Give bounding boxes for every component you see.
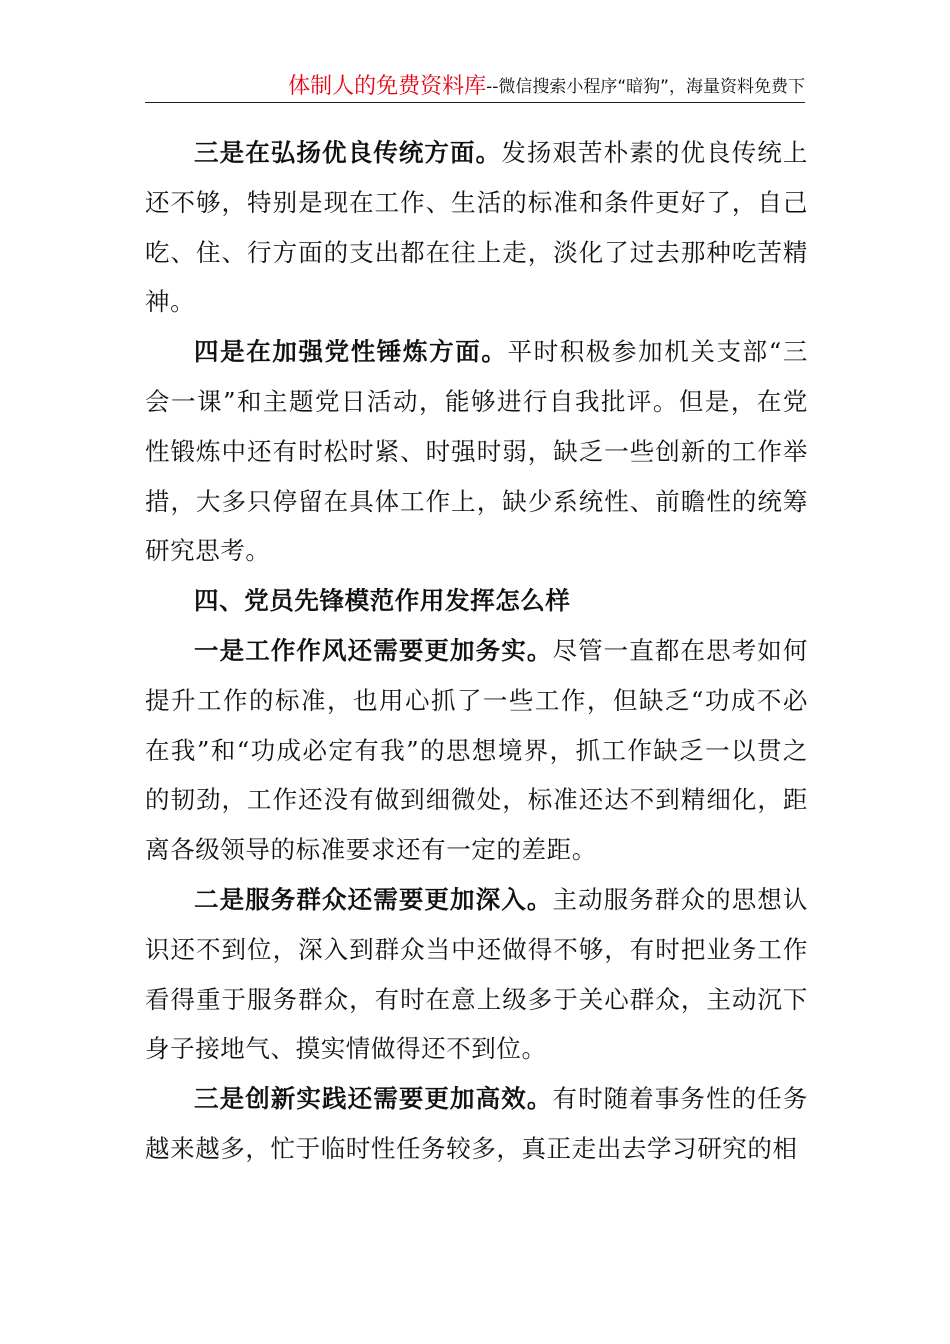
paragraph-lead: 一是工作作风还需要更加务实。 bbox=[194, 635, 553, 665]
header-site-name: 体制人的免费资料库 bbox=[288, 74, 487, 99]
paragraph-party-spirit bbox=[145, 327, 808, 576]
paragraph-lead: 二是服务群众还需要更加深入。 bbox=[194, 884, 553, 914]
paragraph-lead: 四是在加强党性锤炼方面。 bbox=[194, 337, 508, 367]
paragraph-text: 尽管一直都在思考如何提升工作的标准，也用心抓了一些工作，但缺乏“功成不必在我”和“功成必定有我”的思想境界，抓工作缺乏一以贯之的韧劲，工作还没有做到细微处，标准还达不到精细化，距离各级领导的标准要求还有一定的差距。 bbox=[145, 635, 809, 865]
paragraph-text: 发扬艰苦朴素的优良传统上还不够，特别是现在工作、生活的标准和条件更好了，自己吃、住、行方面的支出都在往上走，淡化了过去那种吃苦精神。 bbox=[145, 138, 808, 317]
page-header bbox=[145, 72, 805, 103]
paragraph-innovation bbox=[145, 1074, 808, 1174]
paragraph-text: 平时积极参加机关支部“三会一课”和主题党日活动，能够进行自我批评。但是，在党性锻炼中还有时松时紧、时强时弱，缺乏一些创新的工作举措，大多只停留在具体工作上，缺少系统性、前瞻性的统筹研究思考。 bbox=[145, 337, 808, 566]
paragraph-text: 有时随着事务性的任务越来越多，忙于临时性任务较多，真正走出去学习研究的相 bbox=[145, 1084, 809, 1163]
paragraph-serve-masses bbox=[145, 875, 808, 1074]
paragraph-lead: 三是创新实践还需要更加高效。 bbox=[194, 1084, 553, 1114]
paragraph-work-style bbox=[145, 626, 808, 875]
document-body bbox=[145, 128, 808, 1174]
paragraph-text: 主动服务群众的思想认识还不到位，深入到群众当中还做得不够，有时把业务工作看得重于服务群众，有时在意上级多于关心群众，主动沉下身子接地气、摸实情做得还不到位。 bbox=[145, 884, 809, 1064]
paragraph-tradition bbox=[145, 128, 808, 327]
header-tagline: --微信搜索小程序“暗狗”，海量资料免费下 bbox=[486, 77, 805, 97]
section-heading: 四、党员先锋模范作用发挥怎么样 bbox=[194, 586, 571, 616]
paragraph-lead: 三是在弘扬优良传统方面。 bbox=[194, 138, 502, 167]
